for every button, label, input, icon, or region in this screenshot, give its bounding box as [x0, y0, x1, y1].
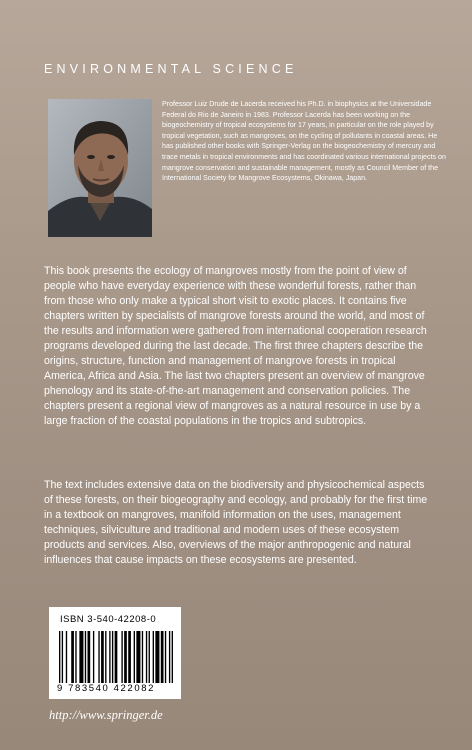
barcode-bar [153, 631, 154, 683]
barcode-bar [149, 631, 150, 683]
barcode-bar [161, 631, 164, 683]
barcode-bar [62, 631, 63, 683]
barcode-bar [172, 631, 173, 683]
barcode-bar [105, 631, 106, 683]
barcode-bar [128, 631, 131, 683]
author-photo [48, 99, 152, 237]
barcode-box [49, 607, 181, 699]
author-portrait-image [48, 99, 152, 237]
barcode-bar [101, 631, 104, 683]
barcode-bar [134, 631, 135, 683]
barcode-bar [66, 631, 67, 683]
barcode-bar [115, 631, 118, 683]
barcode-bar [136, 631, 140, 683]
description-paragraph-2: The text includes extensive data on the biodiversity and physicochemical aspects of these forests, on their biogeography and ecology, and probably for the first time in a textbook on mangroves, manifold information on the uses, management techniques, silviculture and traditional and modern uses of these ecosystem products and services. Also, overviews of the major anthropogenic and natural influences that cause impacts on these ecosystems are presented. [44, 479, 428, 566]
author-bio: Professor Luiz Drude de Lacerda received his Ph.D. in biophysics at the Universidade Federal do Rio de Janeiro in 1983. Professor Lacerda has been working on the biogeochemistry of tropical ecosystems for 17 years, in particular on the role played by tropical vegetation, such as mangroves, on the cycling of pollutants in coastal areas. He has published other books with Springer-Verlag on the biogeochemistry of mercury and trace metals in tropical environments and has coordinated various international projects on mangrove conservation and sustainable management, mostly as Council Member of the International Society for Mangrove Ecosystems, Okinawa, Japan. [162, 100, 446, 183]
barcode-bar [88, 631, 91, 683]
description-paragraph-1: This book presents the ecology of mangroves mostly from the point of view of people who have everyday experience with these wonderful forests, rather than from those who only make a typical short visit to exotic places. It contains five chapters written by specialists of mangrove forests around the world, and most of the results and information were gathered from international cooperation research programs developed during the last decade. The first three chapters describe the origins, structure, function and management of mangrove forests in tropical America, Africa and Asia. The last two chapters present an overview of mangrove phenology and its state-of-the-art management and conservation policies. The chapters present a regional view of mangroves as a natural resource in use by a large fraction of the coastal populations in the tropics and subtropics. [44, 265, 427, 427]
barcode-bar [112, 631, 113, 683]
barcode-bar [121, 631, 122, 683]
barcode-bar [165, 631, 166, 683]
barcode-bars [59, 631, 173, 683]
barcode-bar [71, 631, 74, 683]
barcode-bar [109, 631, 110, 683]
barcode-bar [142, 631, 143, 683]
ean-digits: 9 783540 422082 [57, 683, 155, 694]
barcode-bar [124, 631, 127, 683]
series-title: ENVIRONMENTAL SCIENCE [44, 62, 298, 76]
barcode-bar [85, 631, 86, 683]
publisher-url[interactable]: http://www.springer.de [49, 708, 163, 722]
barcode-bar [98, 631, 99, 683]
isbn-label: ISBN 3-540-42208-0 [60, 614, 157, 625]
barcode-bar [169, 631, 170, 683]
barcode-bar [79, 631, 83, 683]
barcode-bar [155, 631, 159, 683]
barcode-bar [75, 631, 76, 683]
barcode-bar [146, 631, 147, 683]
barcode-bar [93, 631, 94, 683]
barcode-bar [59, 631, 60, 683]
